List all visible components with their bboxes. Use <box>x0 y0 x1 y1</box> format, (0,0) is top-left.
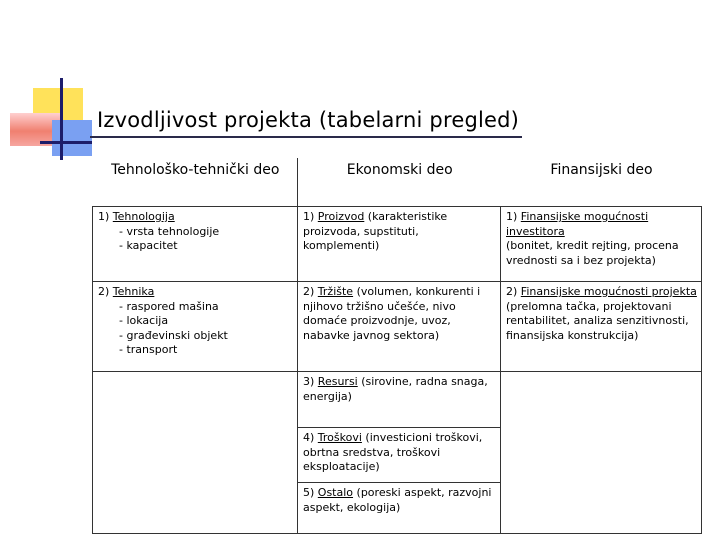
cell-econ-4 <box>298 428 501 483</box>
item-number: 2) <box>303 285 315 298</box>
cell-tech-2 <box>93 282 298 372</box>
sub-item: - transport <box>119 343 178 356</box>
decor-horizontal-line <box>40 141 92 144</box>
item-heading: Ostalo <box>317 486 354 499</box>
sub-item: - vrsta tehnologije <box>119 224 220 238</box>
feasibility-table <box>92 158 702 534</box>
cell-econ-3 <box>298 372 501 428</box>
sub-item: - građevinski objekt <box>119 328 228 342</box>
cell-tech-1 <box>93 207 298 282</box>
cell-fin-1 <box>501 207 702 282</box>
sub-item: - raspored mašina <box>119 299 219 313</box>
item-number: 5) <box>303 486 315 499</box>
cell-fin-2 <box>501 282 702 372</box>
item-number: 4) <box>303 431 315 444</box>
cell-fin-empty <box>501 372 702 534</box>
column-header-economic: Ekonomski deo <box>346 162 453 178</box>
sub-item: - lokacija <box>119 314 169 327</box>
item-heading: Finansijske mogućnosti projekta <box>520 285 697 298</box>
item-heading: Proizvod <box>317 210 365 223</box>
item-description: (bonitet, kredit rejting, procena vrednosti sa i bez projekta) <box>506 239 679 267</box>
item-heading: Finansijske mogućnosti investitora <box>506 210 649 238</box>
item-description: (volumen, konkurenti i njihovo tržišno učešće, nivo domaće proizvodnje, uvoz, nabavke javnog sektora) <box>303 285 481 342</box>
item-heading: Troškovi <box>317 431 362 444</box>
table-row <box>93 207 702 282</box>
item-number: 1) <box>303 210 315 223</box>
item-description: (investicioni troškovi, obrtna sredstva, troškovi eksploatacije) <box>303 431 483 473</box>
item-number: 2) <box>98 285 110 298</box>
table-row <box>93 282 702 372</box>
slide-title: Izvodljivost projekta (tabelarni pregled) <box>97 108 520 132</box>
item-description: (karakteristike proizvoda, supstituti, komplementi) <box>303 210 448 252</box>
item-heading: Tržište <box>317 285 354 298</box>
table-header-row <box>93 158 702 207</box>
decor-blue-square <box>52 120 92 156</box>
column-header-financial: Finansijski deo <box>550 162 653 178</box>
item-description: (sirovine, radna snaga, energija) <box>303 375 488 403</box>
item-number: 1) <box>98 210 110 223</box>
item-heading: Resursi <box>317 375 358 388</box>
item-heading: Tehnologija <box>112 210 175 223</box>
sub-item: - kapacitet <box>119 239 178 252</box>
item-number: 2) <box>506 285 518 298</box>
table-row <box>93 372 702 428</box>
cell-econ-2 <box>298 282 501 372</box>
item-description: (prelomna tačka, projektovani rentabilitet, analiza senzitivnosti, finansijska konstrukcija) <box>506 299 689 342</box>
item-description: (poreski aspekt, razvojni aspekt, ekologija) <box>303 486 492 514</box>
item-number: 1) <box>506 210 518 223</box>
cell-econ-5 <box>298 483 501 534</box>
decor-vertical-line <box>60 78 63 160</box>
column-header-technical: Tehnološko-tehnički deo <box>93 158 298 207</box>
title-underline <box>90 136 522 138</box>
item-heading: Tehnika <box>112 285 155 298</box>
cell-tech-empty <box>93 372 298 534</box>
item-number: 3) <box>303 375 315 388</box>
cell-econ-1 <box>298 207 501 282</box>
